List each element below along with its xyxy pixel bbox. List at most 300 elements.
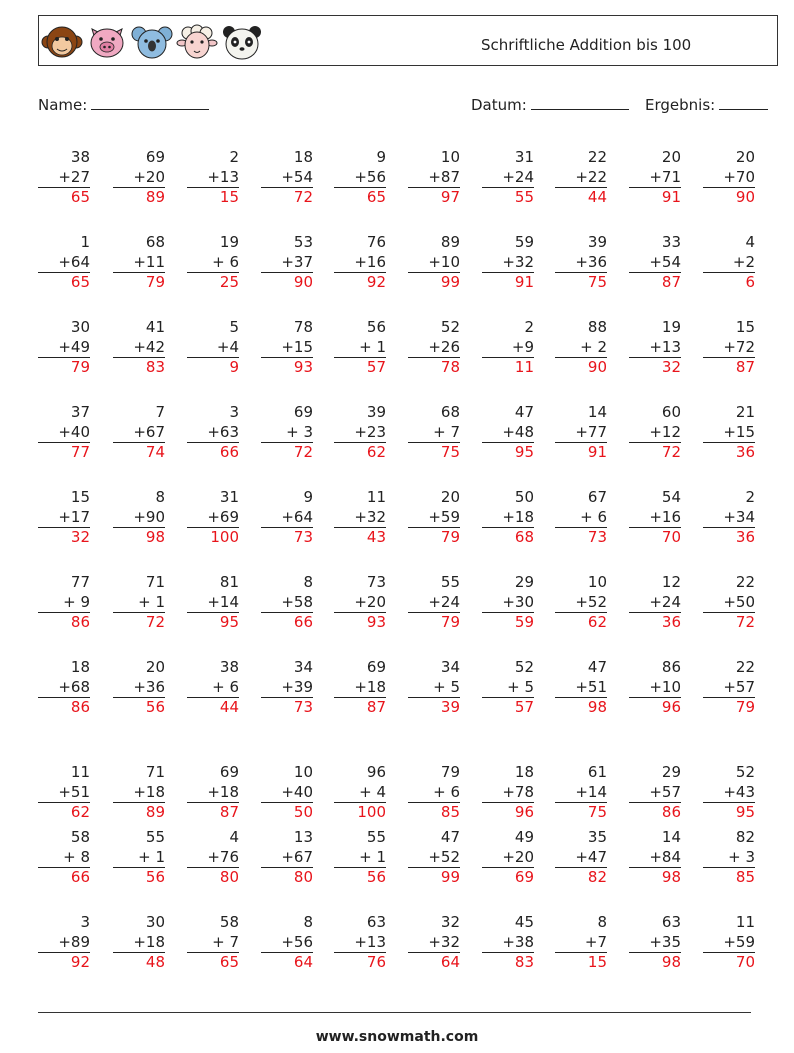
addition-problem [113, 488, 165, 548]
sum-answer[interactable]: 72 [145, 613, 165, 631]
addend-bottom: + 8 [38, 848, 90, 869]
addend-top: 29 [514, 573, 534, 591]
addend-top: 11 [735, 913, 755, 931]
worksheet-title: Schriftliche Addition bis 100 [481, 36, 692, 54]
addend-bottom: +47 [555, 848, 607, 869]
addend-bottom: +49 [38, 338, 90, 359]
addend-top: 18 [70, 658, 90, 676]
addend-bottom: +32 [482, 253, 534, 274]
sum-answer[interactable]: 62 [587, 613, 607, 631]
addend-bottom: +15 [261, 338, 313, 359]
addend-top: 69 [145, 148, 165, 166]
sum-answer[interactable]: 15 [587, 953, 607, 971]
addition-problem [555, 658, 607, 718]
sum-answer[interactable]: 100 [210, 528, 239, 546]
addend-top: 78 [293, 318, 313, 336]
footer-website[interactable]: www.snowmath.com [315, 1029, 479, 1045]
sum-answer[interactable]: 39 [440, 698, 460, 716]
sum-answer[interactable]: 79 [735, 698, 755, 716]
sum-answer[interactable]: 75 [587, 273, 607, 291]
addition-problem [482, 763, 534, 823]
sum-answer[interactable]: 73 [293, 528, 313, 546]
addend-bottom: + 6 [555, 508, 607, 529]
addition-problem [408, 573, 460, 633]
addend-top: 55 [366, 828, 386, 846]
addition-problem [261, 763, 313, 823]
sum-answer[interactable]: 73 [293, 698, 313, 716]
addend-top: 73 [366, 573, 386, 591]
addition-problem [38, 148, 90, 208]
addend-top: 41 [145, 318, 165, 336]
addition-problem [261, 403, 313, 463]
addition-problem [113, 573, 165, 633]
addition-problem [261, 573, 313, 633]
addend-bottom: + 9 [38, 593, 90, 614]
sum-answer[interactable]: 59 [514, 613, 534, 631]
sum-answer[interactable]: 79 [70, 358, 90, 376]
addend-top: 58 [219, 913, 239, 931]
sum-answer[interactable]: 72 [293, 443, 313, 461]
addend-top: 15 [735, 318, 755, 336]
addend-top: 52 [735, 763, 755, 781]
addend-bottom: +24 [629, 593, 681, 614]
sum-answer[interactable]: 65 [219, 953, 239, 971]
addend-top: 22 [735, 658, 755, 676]
sum-answer[interactable]: 56 [145, 868, 165, 886]
sum-answer[interactable]: 98 [661, 868, 681, 886]
result-label: Ergebnis: [645, 96, 716, 114]
sum-answer[interactable]: 65 [70, 188, 90, 206]
addend-top: 30 [70, 318, 90, 336]
addend-bottom: + 1 [113, 593, 165, 614]
addend-bottom: +13 [187, 168, 239, 189]
sum-answer[interactable]: 90 [293, 273, 313, 291]
addend-top: 19 [219, 233, 239, 251]
addend-top: 4 [745, 233, 755, 251]
addend-bottom: +58 [261, 593, 313, 614]
addend-bottom: +64 [261, 508, 313, 529]
addend-top: 2 [745, 488, 755, 506]
footer-divider [38, 1012, 751, 1013]
addition-problem [555, 403, 607, 463]
sum-answer[interactable]: 64 [440, 953, 460, 971]
sum-answer[interactable]: 44 [219, 698, 239, 716]
addition-problem [555, 488, 607, 548]
addition-problem [408, 828, 460, 888]
addend-bottom: + 1 [334, 848, 386, 869]
addend-top: 7 [155, 403, 165, 421]
addition-problem [555, 573, 607, 633]
addend-bottom: +7 [555, 933, 607, 954]
addend-bottom: +20 [334, 593, 386, 614]
addend-top: 38 [219, 658, 239, 676]
sum-answer[interactable]: 9 [229, 358, 239, 376]
addend-bottom: +71 [629, 168, 681, 189]
addition-problem [408, 763, 460, 823]
addend-bottom: +59 [408, 508, 460, 529]
sum-answer[interactable]: 57 [366, 358, 386, 376]
addition-problem [38, 318, 90, 378]
addend-top: 4 [229, 828, 239, 846]
addend-top: 37 [70, 403, 90, 421]
addend-top: 8 [155, 488, 165, 506]
addend-bottom: +18 [482, 508, 534, 529]
addend-top: 9 [303, 488, 313, 506]
sum-answer[interactable]: 48 [145, 953, 165, 971]
addend-top: 68 [145, 233, 165, 251]
sum-answer[interactable]: 66 [293, 613, 313, 631]
sum-answer[interactable]: 92 [70, 953, 90, 971]
addition-problem [334, 913, 386, 973]
sum-answer[interactable]: 78 [440, 358, 460, 376]
sum-answer[interactable]: 95 [219, 613, 239, 631]
addend-bottom: +38 [482, 933, 534, 954]
addition-problem [555, 233, 607, 293]
sum-answer[interactable]: 91 [514, 273, 534, 291]
addend-bottom: +20 [482, 848, 534, 869]
sum-answer[interactable]: 91 [661, 188, 681, 206]
addend-bottom: + 6 [187, 678, 239, 699]
sum-answer[interactable]: 98 [587, 698, 607, 716]
addition-problem [555, 828, 607, 888]
addend-top: 8 [303, 573, 313, 591]
sum-answer[interactable]: 99 [440, 868, 460, 886]
sum-answer[interactable]: 97 [440, 188, 460, 206]
addend-bottom: +56 [261, 933, 313, 954]
addend-top: 55 [145, 828, 165, 846]
addend-top: 71 [145, 763, 165, 781]
addition-problem [555, 148, 607, 208]
addend-top: 34 [293, 658, 313, 676]
addend-top: 53 [293, 233, 313, 251]
addend-bottom: + 7 [187, 933, 239, 954]
addend-top: 63 [661, 913, 681, 931]
addition-problem [113, 318, 165, 378]
addend-top: 69 [366, 658, 386, 676]
sum-answer[interactable]: 96 [514, 803, 534, 821]
sum-answer[interactable]: 32 [70, 528, 90, 546]
addend-bottom: +2 [703, 253, 755, 274]
addend-top: 14 [587, 403, 607, 421]
addition-problem [703, 148, 755, 208]
addition-problem [629, 828, 681, 888]
addition-problem [482, 573, 534, 633]
addition-problem [261, 658, 313, 718]
addition-problem [334, 828, 386, 888]
addend-top: 47 [587, 658, 607, 676]
addend-top: 60 [661, 403, 681, 421]
sum-answer[interactable]: 55 [514, 188, 534, 206]
addend-bottom: +57 [703, 678, 755, 699]
sum-answer[interactable]: 77 [70, 443, 90, 461]
addend-bottom: +18 [187, 783, 239, 804]
addend-bottom: +18 [113, 933, 165, 954]
sum-answer[interactable]: 92 [366, 273, 386, 291]
sum-answer[interactable]: 66 [70, 868, 90, 886]
addition-problem [482, 233, 534, 293]
addend-bottom: +54 [629, 253, 681, 274]
addition-problem [334, 573, 386, 633]
addend-top: 20 [440, 488, 460, 506]
addend-bottom: +4 [187, 338, 239, 359]
sum-answer[interactable]: 36 [735, 443, 755, 461]
addition-problem [187, 148, 239, 208]
addend-bottom: + 3 [261, 423, 313, 444]
addend-bottom: +15 [703, 423, 755, 444]
sum-answer[interactable]: 98 [661, 953, 681, 971]
sum-answer[interactable]: 74 [145, 443, 165, 461]
addend-top: 9 [376, 148, 386, 166]
addend-bottom: +54 [261, 168, 313, 189]
sum-answer[interactable]: 75 [440, 443, 460, 461]
addend-bottom: +27 [38, 168, 90, 189]
addend-bottom: +56 [334, 168, 386, 189]
addition-problem [629, 318, 681, 378]
addend-bottom: + 4 [334, 783, 386, 804]
sum-answer[interactable]: 87 [219, 803, 239, 821]
sum-answer[interactable]: 36 [661, 613, 681, 631]
sum-answer[interactable]: 80 [293, 868, 313, 886]
addend-top: 33 [661, 233, 681, 251]
sum-answer[interactable]: 62 [366, 443, 386, 461]
addend-top: 49 [514, 828, 534, 846]
sum-answer[interactable]: 6 [745, 273, 755, 291]
addend-top: 69 [293, 403, 313, 421]
sum-answer[interactable]: 66 [219, 443, 239, 461]
sum-answer[interactable]: 79 [440, 528, 460, 546]
sum-answer[interactable]: 62 [70, 803, 90, 821]
sum-answer[interactable]: 64 [293, 953, 313, 971]
sum-answer[interactable]: 11 [514, 358, 534, 376]
addend-top: 20 [661, 148, 681, 166]
addend-bottom: +10 [629, 678, 681, 699]
addend-top: 32 [440, 913, 460, 931]
addend-bottom: +57 [629, 783, 681, 804]
addend-bottom: +43 [703, 783, 755, 804]
addend-top: 10 [587, 573, 607, 591]
addition-problem [703, 403, 755, 463]
sum-answer[interactable]: 87 [661, 273, 681, 291]
sum-answer[interactable]: 98 [145, 528, 165, 546]
addend-top: 1 [80, 233, 90, 251]
addend-bottom: +16 [334, 253, 386, 274]
addition-problem [703, 488, 755, 548]
addition-problem [38, 233, 90, 293]
addition-problem [187, 763, 239, 823]
addition-problem [187, 573, 239, 633]
addend-top: 18 [514, 763, 534, 781]
addend-bottom: +51 [38, 783, 90, 804]
sum-answer[interactable]: 72 [293, 188, 313, 206]
addend-top: 47 [514, 403, 534, 421]
sum-answer[interactable]: 75 [587, 803, 607, 821]
addition-problem [261, 148, 313, 208]
addend-top: 5 [229, 318, 239, 336]
addition-problem [261, 318, 313, 378]
addend-bottom: +17 [38, 508, 90, 529]
addend-top: 2 [524, 318, 534, 336]
addition-problem [187, 658, 239, 718]
sum-answer[interactable]: 76 [366, 953, 386, 971]
sum-answer[interactable]: 56 [366, 868, 386, 886]
addend-bottom: +87 [408, 168, 460, 189]
addend-bottom: +32 [408, 933, 460, 954]
sum-answer[interactable]: 86 [70, 613, 90, 631]
sum-answer[interactable]: 43 [366, 528, 386, 546]
addend-top: 79 [440, 763, 460, 781]
addend-bottom: +35 [629, 933, 681, 954]
addend-bottom: + 1 [334, 338, 386, 359]
addition-problem [482, 318, 534, 378]
sum-answer[interactable]: 36 [735, 528, 755, 546]
sum-answer[interactable]: 95 [514, 443, 534, 461]
addend-bottom: +77 [555, 423, 607, 444]
addend-top: 55 [440, 573, 460, 591]
addition-problem [187, 403, 239, 463]
sum-answer[interactable]: 65 [366, 188, 386, 206]
addend-top: 35 [587, 828, 607, 846]
sum-answer[interactable]: 87 [735, 358, 755, 376]
addition-problem [408, 233, 460, 293]
sum-answer[interactable]: 69 [514, 868, 534, 886]
sum-answer[interactable]: 86 [661, 803, 681, 821]
addition-problem [629, 763, 681, 823]
sum-answer[interactable]: 72 [661, 443, 681, 461]
sum-answer[interactable]: 68 [514, 528, 534, 546]
addition-problem [703, 913, 755, 973]
sum-answer[interactable]: 99 [440, 273, 460, 291]
sum-answer[interactable]: 50 [293, 803, 313, 821]
sum-answer[interactable]: 86 [70, 698, 90, 716]
sum-answer[interactable]: 32 [661, 358, 681, 376]
sum-answer[interactable]: 73 [587, 528, 607, 546]
sum-answer[interactable]: 91 [587, 443, 607, 461]
sum-answer[interactable]: 96 [661, 698, 681, 716]
sum-answer[interactable]: 90 [587, 358, 607, 376]
addend-bottom: +36 [113, 678, 165, 699]
addend-bottom: +10 [408, 253, 460, 274]
addition-problem [187, 913, 239, 973]
sum-answer[interactable]: 85 [440, 803, 460, 821]
addend-bottom: +13 [334, 933, 386, 954]
addend-bottom: +18 [113, 783, 165, 804]
sum-answer[interactable]: 93 [293, 358, 313, 376]
addend-top: 54 [661, 488, 681, 506]
sum-answer[interactable]: 79 [145, 273, 165, 291]
addition-problem [629, 148, 681, 208]
addend-bottom: +50 [703, 593, 755, 614]
addend-bottom: + 1 [113, 848, 165, 869]
addition-problem [703, 233, 755, 293]
sum-answer[interactable]: 80 [219, 868, 239, 886]
sum-answer[interactable]: 82 [587, 868, 607, 886]
addend-bottom: +23 [334, 423, 386, 444]
sum-answer[interactable]: 72 [735, 613, 755, 631]
sum-answer[interactable]: 85 [735, 868, 755, 886]
sum-answer[interactable]: 95 [735, 803, 755, 821]
addend-top: 50 [514, 488, 534, 506]
addend-top: 31 [219, 488, 239, 506]
addend-bottom: +84 [629, 848, 681, 869]
sum-answer[interactable]: 93 [366, 613, 386, 631]
sum-answer[interactable]: 15 [219, 188, 239, 206]
addend-bottom: +68 [38, 678, 90, 699]
addend-bottom: +9 [482, 338, 534, 359]
addition-problem [629, 403, 681, 463]
addend-top: 31 [514, 148, 534, 166]
addition-problem [408, 148, 460, 208]
addition-problem [703, 658, 755, 718]
sum-answer[interactable]: 56 [145, 698, 165, 716]
addend-top: 10 [293, 763, 313, 781]
addend-bottom: +32 [334, 508, 386, 529]
addend-top: 82 [735, 828, 755, 846]
sum-answer[interactable]: 100 [357, 803, 386, 821]
addend-top: 11 [70, 763, 90, 781]
addend-bottom: +11 [113, 253, 165, 274]
sum-answer[interactable]: 44 [587, 188, 607, 206]
sum-answer[interactable]: 83 [514, 953, 534, 971]
sum-answer[interactable]: 65 [70, 273, 90, 291]
addend-top: 76 [366, 233, 386, 251]
addend-bottom: + 7 [408, 423, 460, 444]
addend-bottom: +64 [38, 253, 90, 274]
addition-problem [38, 828, 90, 888]
sum-answer[interactable]: 25 [219, 273, 239, 291]
sum-answer[interactable]: 79 [440, 613, 460, 631]
addition-problem [629, 573, 681, 633]
addend-bottom: +13 [629, 338, 681, 359]
addition-problem [38, 403, 90, 463]
sum-answer[interactable]: 83 [145, 358, 165, 376]
addend-bottom: + 6 [187, 253, 239, 274]
addend-top: 39 [587, 233, 607, 251]
addition-problem [482, 403, 534, 463]
addend-top: 34 [440, 658, 460, 676]
sum-answer[interactable]: 57 [514, 698, 534, 716]
addition-problem [408, 488, 460, 548]
addend-top: 86 [661, 658, 681, 676]
addition-problem [38, 573, 90, 633]
addition-problem [113, 233, 165, 293]
addition-problem [703, 763, 755, 823]
addend-top: 77 [70, 573, 90, 591]
addition-problem [555, 763, 607, 823]
addend-bottom: +12 [629, 423, 681, 444]
addend-top: 89 [440, 233, 460, 251]
addend-top: 71 [145, 573, 165, 591]
addend-bottom: +37 [261, 253, 313, 274]
addend-bottom: + 5 [408, 678, 460, 699]
sum-answer[interactable]: 90 [735, 188, 755, 206]
addend-bottom: + 6 [408, 783, 460, 804]
addition-problem [408, 913, 460, 973]
addend-bottom: +76 [187, 848, 239, 869]
sum-answer[interactable]: 89 [145, 803, 165, 821]
sum-answer[interactable]: 70 [661, 528, 681, 546]
addend-top: 20 [735, 148, 755, 166]
addition-problem [187, 828, 239, 888]
addition-problem [482, 488, 534, 548]
sum-answer[interactable]: 87 [366, 698, 386, 716]
addition-problem [703, 828, 755, 888]
addend-bottom: +70 [703, 168, 755, 189]
sum-answer[interactable]: 89 [145, 188, 165, 206]
addend-bottom: +52 [408, 848, 460, 869]
addition-problem [555, 913, 607, 973]
sum-answer[interactable]: 70 [735, 953, 755, 971]
addition-problem [261, 233, 313, 293]
